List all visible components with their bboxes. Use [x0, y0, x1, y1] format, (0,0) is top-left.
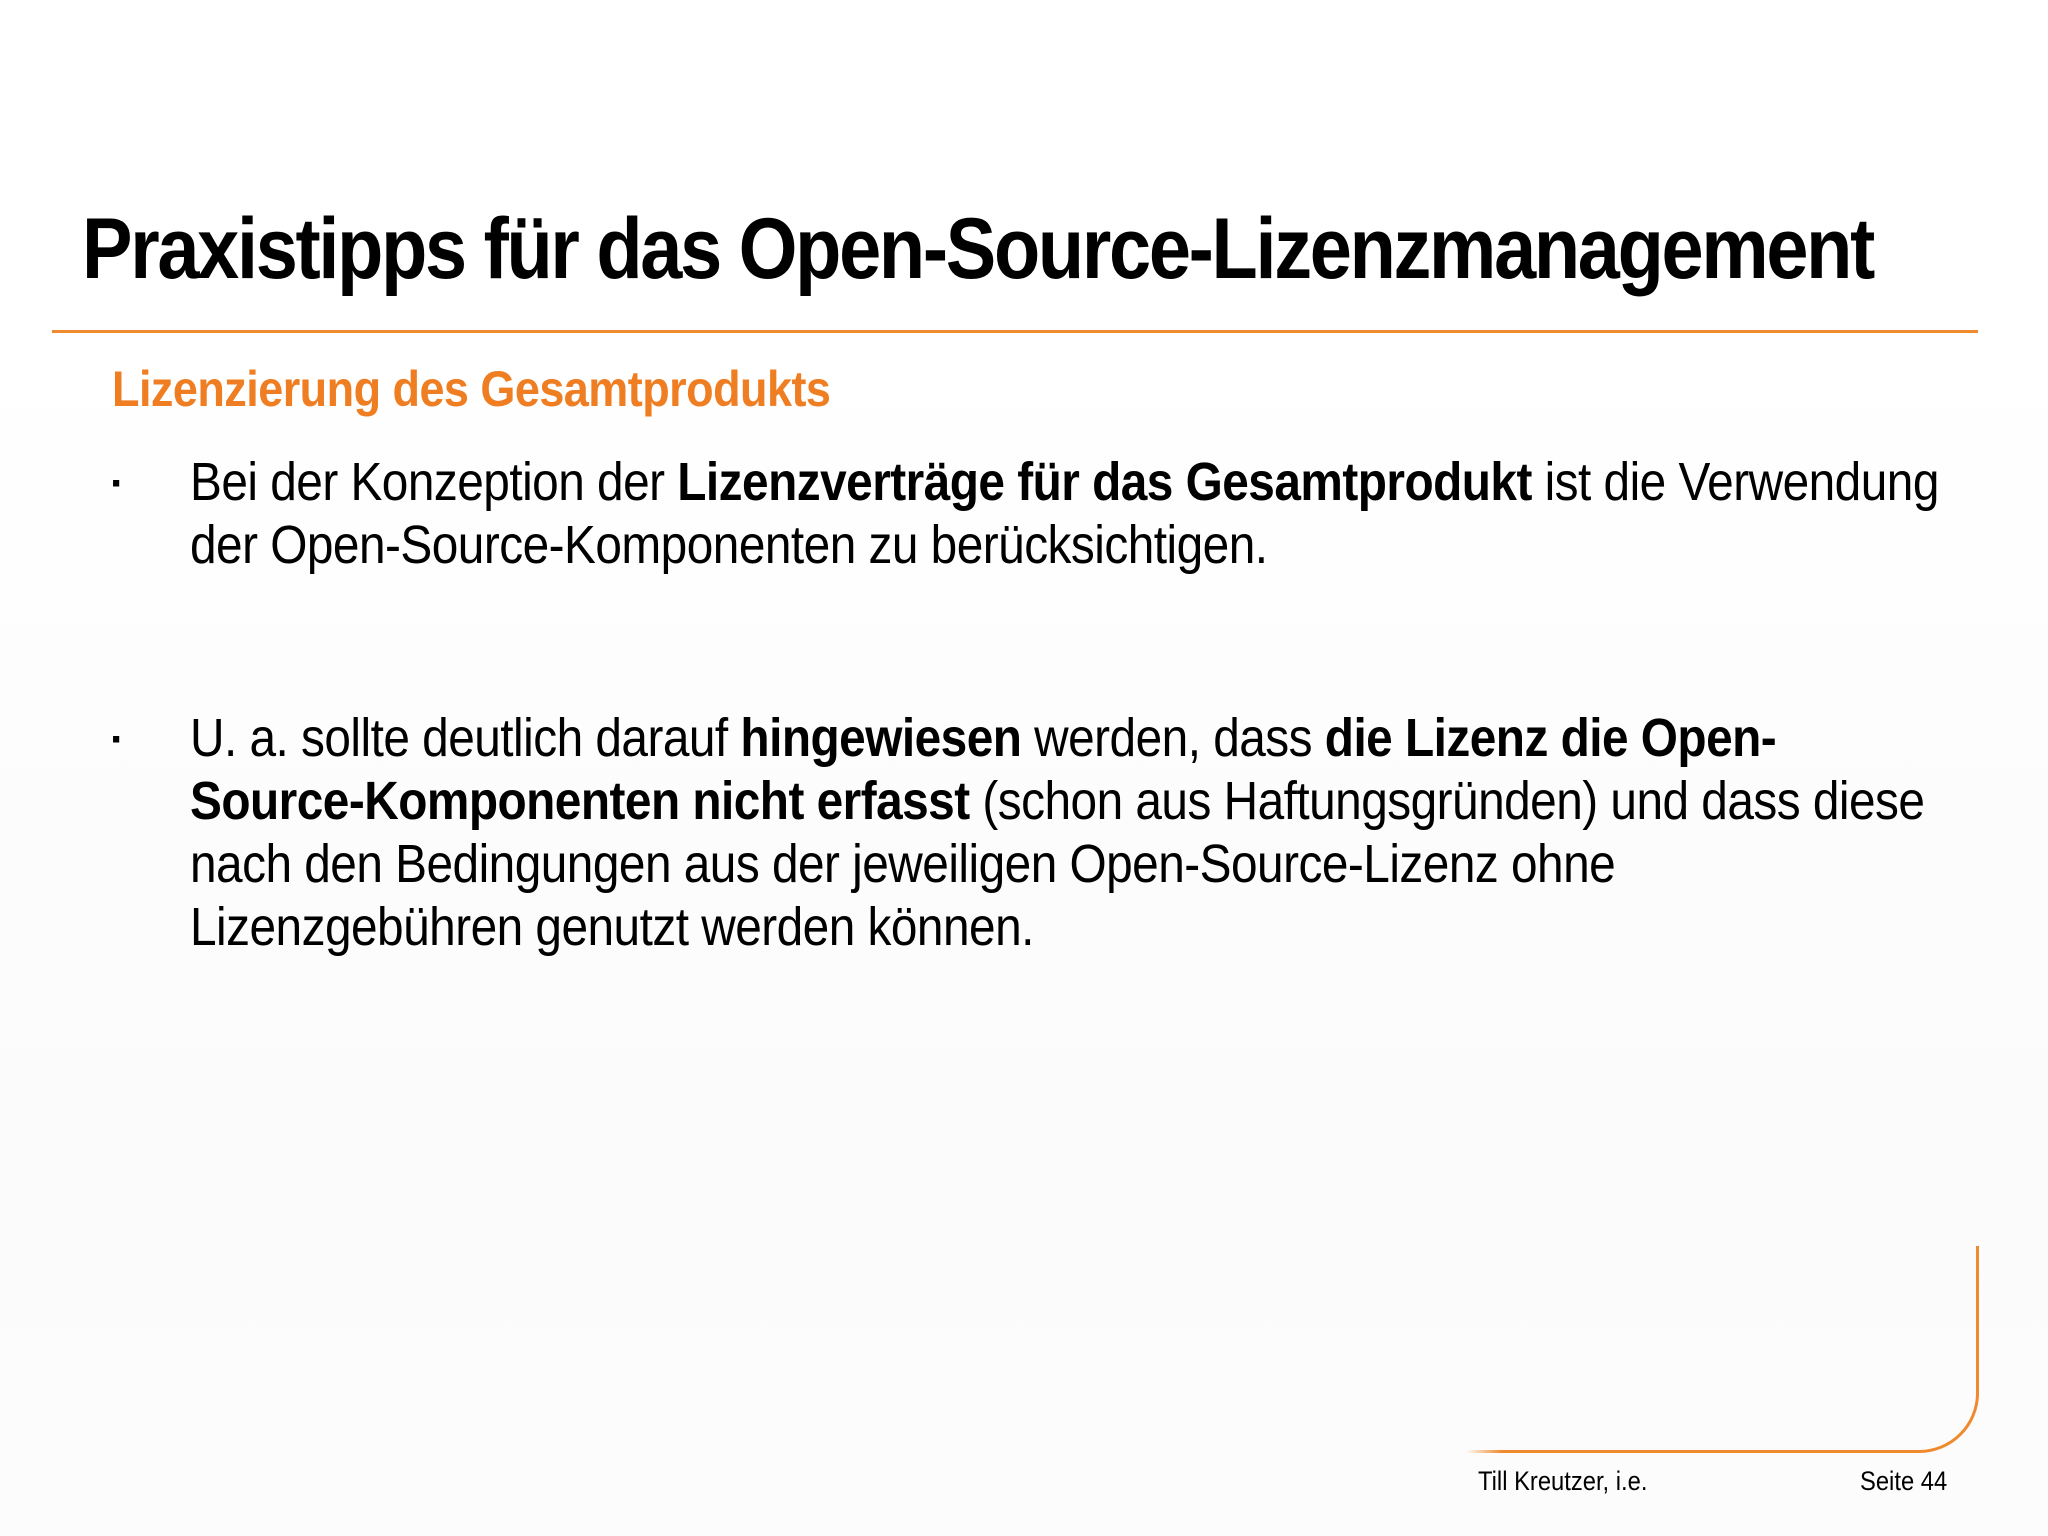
bullet-1-emphasis: Lizenzverträge für das Gesamtprodukt: [677, 452, 1532, 512]
slide-subtitle: Lizenzierung des Gesamtprodukts: [112, 361, 831, 417]
bullet-1-text: Bei der Konzeption der: [190, 452, 678, 512]
bullet-2-emphasis: hingewiesen: [740, 708, 1022, 768]
frame-line-bottom: [1466, 1450, 1916, 1453]
bullet-2-text: (schon aus Haftungsgründen) und dass diese nach den Bedingungen aus der jeweiligen Open-Source-Lizenz ohne Lizenzgebühren genutzt werden können.: [190, 771, 1925, 957]
title-divider: [52, 330, 1978, 333]
slide-title: Praxistipps für das Open-Source-Lizenzmanagement: [82, 201, 1874, 297]
bullet-2-emphasis: die Lizenz die Open-Source-Komponenten nicht erfasst: [190, 708, 1777, 831]
bullet-marker: ·: [110, 715, 125, 764]
bullet-item-1: [190, 451, 1942, 577]
bullet-2-text: werden, dass: [1021, 708, 1325, 768]
bullet-marker: ·: [110, 459, 125, 508]
bullet-item-2: [190, 707, 1942, 959]
frame-line-right: [1976, 1246, 1979, 1394]
footer-author: Till Kreutzer, i.e.: [1478, 1466, 1648, 1496]
footer-page-number: Seite 44: [1860, 1466, 1948, 1496]
frame-corner-curve: [1916, 1391, 1979, 1453]
bullet-1-text: ist die Verwendung der Open-Source-Komponenten zu berücksichtigen.: [190, 452, 1939, 575]
bullet-2-text: U. a. sollte deutlich darauf: [190, 708, 741, 768]
